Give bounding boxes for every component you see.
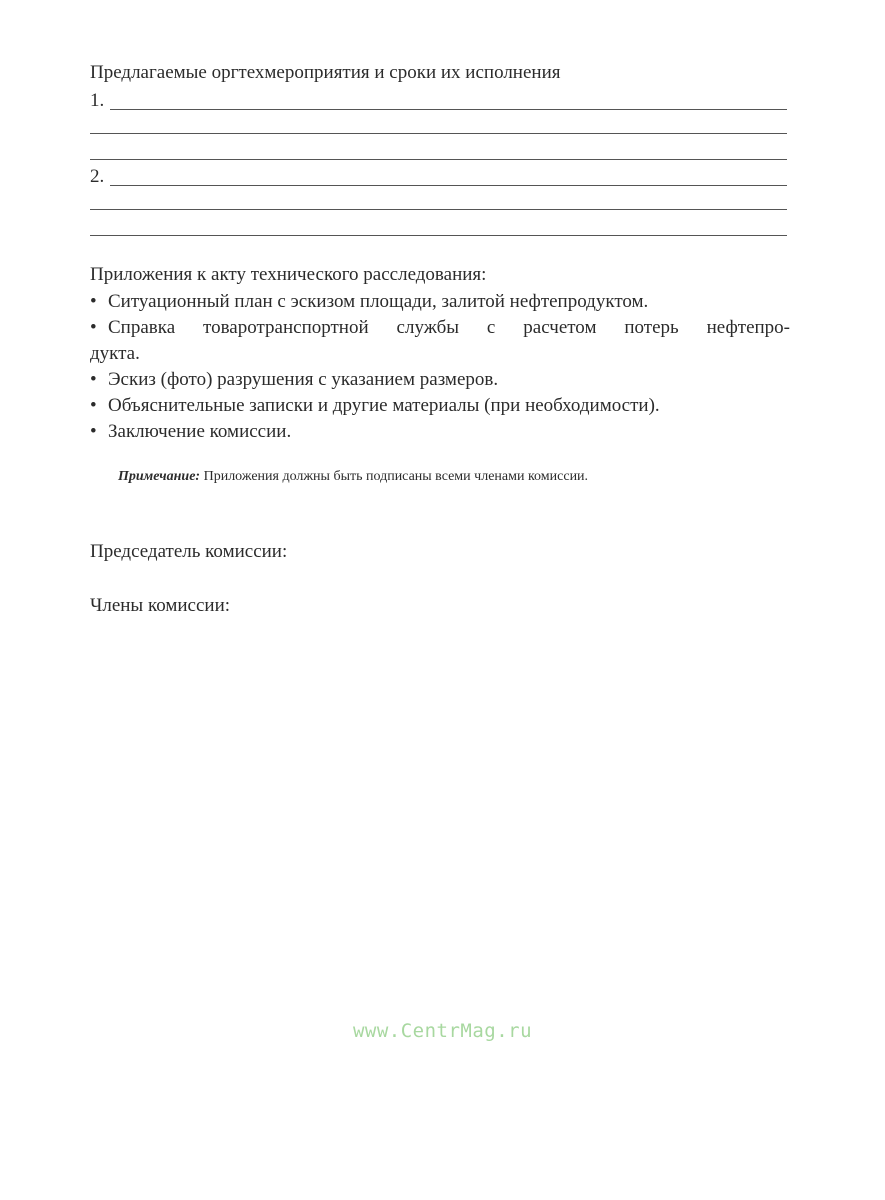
list-item <box>90 367 790 393</box>
watermark: www.CentrMag.ru <box>352 1020 533 1042</box>
list-item-text: Эскиз (фото) разрушения с указанием размеров. <box>108 369 499 390</box>
bullet-icon: • <box>90 421 97 442</box>
measures-heading: Предлагаемые оргтехмероприятия и сроки их исполнения <box>90 62 561 83</box>
attachments-heading: Приложения к акту технического расследования: <box>90 264 487 285</box>
bullet-icon: • <box>90 291 97 312</box>
list-item-text: Заключение комиссии. <box>108 421 292 442</box>
note-label: Примечание: <box>118 469 201 484</box>
list-item-text: Ситуационный план с эскизом площади, залитой нефтепродуктом. <box>108 291 649 312</box>
note-text: Приложения должны быть подписаны всеми членами комиссии. <box>203 469 589 484</box>
measure-number-2: 2. <box>90 166 105 187</box>
bullet-icon: • <box>90 395 97 416</box>
note <box>118 468 588 486</box>
list-item-text: Объяснительные записки и другие материалы (при необходимости). <box>108 395 660 416</box>
bullet-icon: • <box>90 317 97 338</box>
bullet-icon: • <box>90 369 97 390</box>
blank-line <box>90 209 787 210</box>
blank-line <box>90 235 787 236</box>
list-item <box>90 289 790 315</box>
chairman-label: Председатель комиссии: <box>90 541 288 562</box>
measure-rule-2 <box>110 185 787 186</box>
list-item-text: Справка товаротранспортной службы с расчетом потерь нефтепро- <box>108 317 790 338</box>
measure-number-1: 1. <box>90 90 105 111</box>
list-item <box>90 419 790 445</box>
measure-line-2 <box>90 166 787 188</box>
blank-line <box>90 133 787 134</box>
blank-line <box>90 159 787 160</box>
list-item <box>90 393 790 419</box>
members-label: Члены комиссии: <box>90 595 231 616</box>
list-item-continuation: дукта. <box>90 343 140 364</box>
list-item <box>90 315 790 367</box>
measure-rule-1 <box>110 109 787 110</box>
attachments-list <box>90 289 790 445</box>
measure-line-1 <box>90 90 787 112</box>
